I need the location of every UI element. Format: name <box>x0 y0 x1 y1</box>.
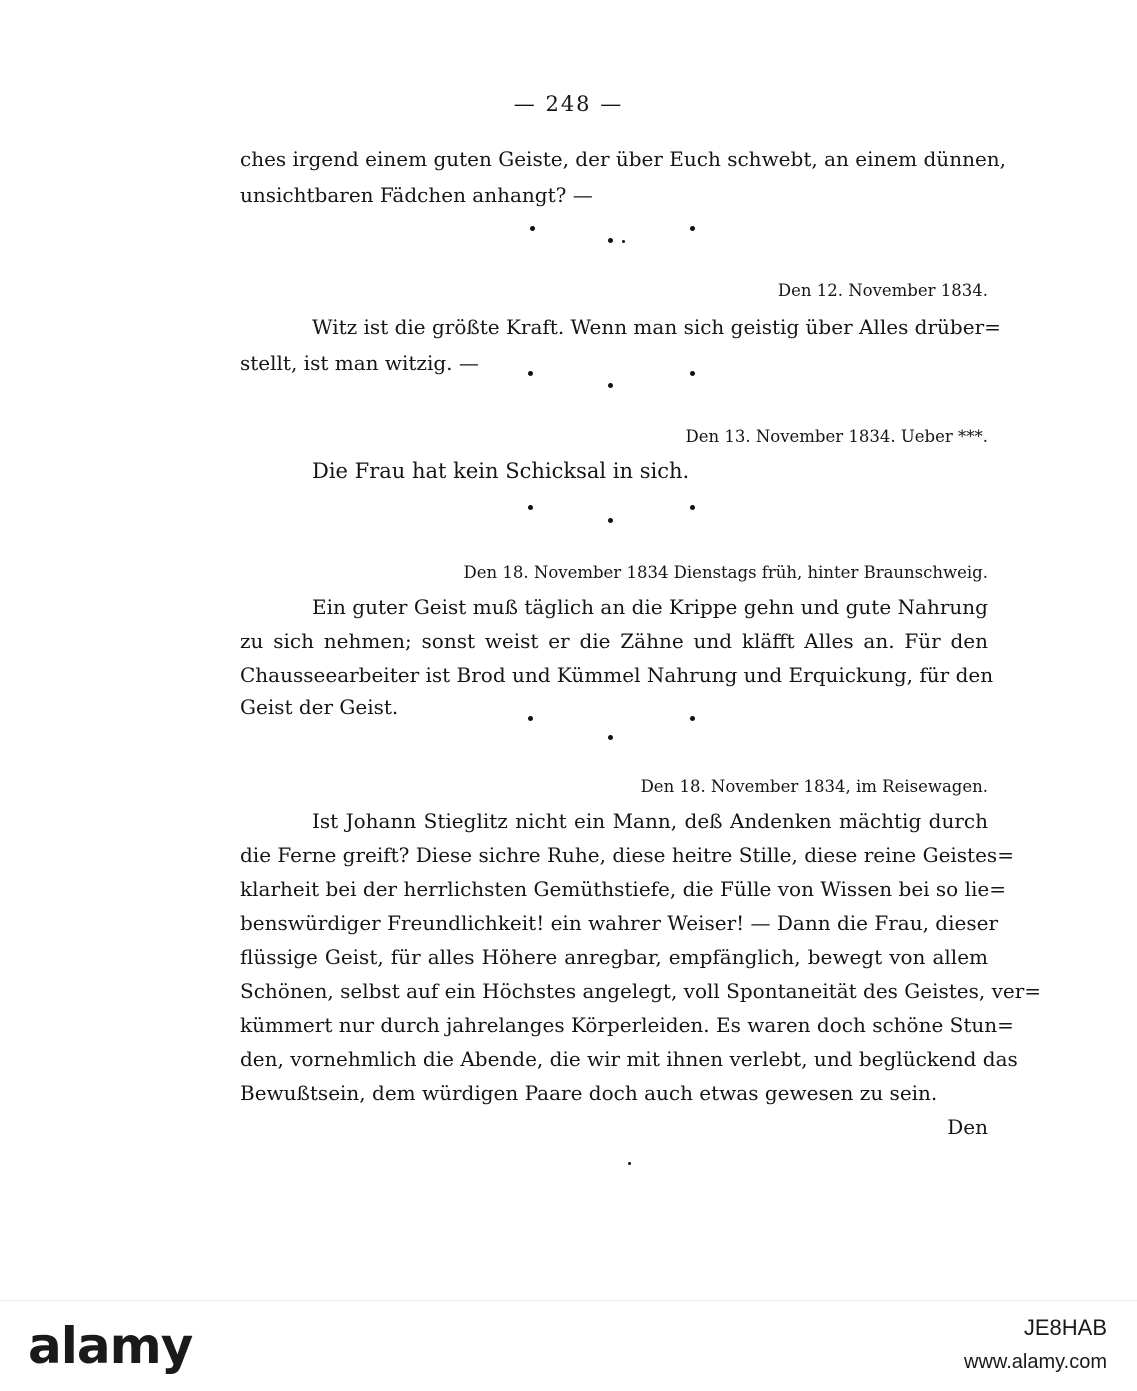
separator-dot <box>690 371 695 376</box>
page-number: — 248 — <box>513 92 624 116</box>
alamy-logo: alamy <box>28 1317 193 1375</box>
text-line: Die Frau hat kein Schicksal in sich. <box>312 459 690 483</box>
watermark-bar <box>0 1300 1137 1391</box>
date-heading: Den 18. November 1834 Dienstags früh, hinter Braunschweig. <box>463 563 988 582</box>
image-id: JE8HAB <box>1023 1315 1107 1340</box>
separator-dot <box>528 371 533 376</box>
text-line: flüssige Geist, für alles Höhere anregbar, empfänglich, bewegt von allem <box>240 945 988 969</box>
separator-dot <box>608 518 613 523</box>
separator-dot <box>528 716 533 721</box>
separator-dot <box>528 505 533 510</box>
text-line: die Ferne greift? Diese sichre Ruhe, diese heitre Stille, diese reine Geistes= <box>240 843 1014 867</box>
text-line: benswürdiger Freundlichkeit! ein wahrer Weiser! — Dann die Frau, dieser <box>240 911 998 935</box>
text-line: klarheit bei der herrlichsten Gemüthstiefe, die Fülle von Wissen bei so lie= <box>240 877 1006 901</box>
separator-dot <box>622 240 625 243</box>
text-line: stellt, ist man witzig. — <box>240 351 479 375</box>
date-heading: Den 18. November 1834, im Reisewagen. <box>640 777 988 796</box>
separator-dot <box>530 226 535 231</box>
text-line: Chausseearbeiter ist Brod und Kümmel Nahrung und Erquickung, für den <box>240 663 994 687</box>
text-line: unsichtbaren Fädchen anhangt? — <box>240 183 593 207</box>
text-line: Schönen, selbst auf ein Höchstes angelegt, voll Spontaneität des Geistes, ver= <box>240 979 1042 1003</box>
separator-dot <box>608 238 613 243</box>
separator-dot <box>690 505 695 510</box>
text-line: zu sich nehmen; sonst weist er die Zähne und kläfft Alles an. Für den <box>240 629 988 653</box>
speck <box>628 1162 631 1165</box>
separator-dot <box>608 383 613 388</box>
date-heading: Den 12. November 1834. <box>777 281 988 300</box>
text-line: Witz ist die größte Kraft. Wenn man sich geistig über Alles drüber= <box>312 315 1001 339</box>
text-line: Ist Johann Stieglitz nicht ein Mann, deß Andenken mächtig durch <box>312 809 988 833</box>
text-line: Ein guter Geist muß täglich an die Krippe gehn und gute Nahrung <box>312 595 988 619</box>
catchword: Den <box>947 1115 988 1139</box>
text-line: den, vornehmlich die Abende, die wir mit ihnen verlebt, und beglückend das <box>240 1047 1018 1071</box>
separator-dot <box>690 226 695 231</box>
site-url: www.alamy.com <box>964 1351 1107 1373</box>
text-line: ches irgend einem guten Geiste, der über Euch schwebt, an einem dünnen, <box>240 147 1007 171</box>
text-line: Bewußtsein, dem würdigen Paare doch auch etwas gewesen zu sein. <box>240 1081 938 1105</box>
date-heading: Den 13. November 1834. Ueber ***. <box>685 427 988 446</box>
separator-dot <box>690 716 695 721</box>
separator-dot <box>608 735 613 740</box>
text-line: Geist der Geist. <box>240 695 399 719</box>
text-line: kümmert nur durch jahrelanges Körperleiden. Es waren doch schöne Stun= <box>240 1013 1014 1037</box>
